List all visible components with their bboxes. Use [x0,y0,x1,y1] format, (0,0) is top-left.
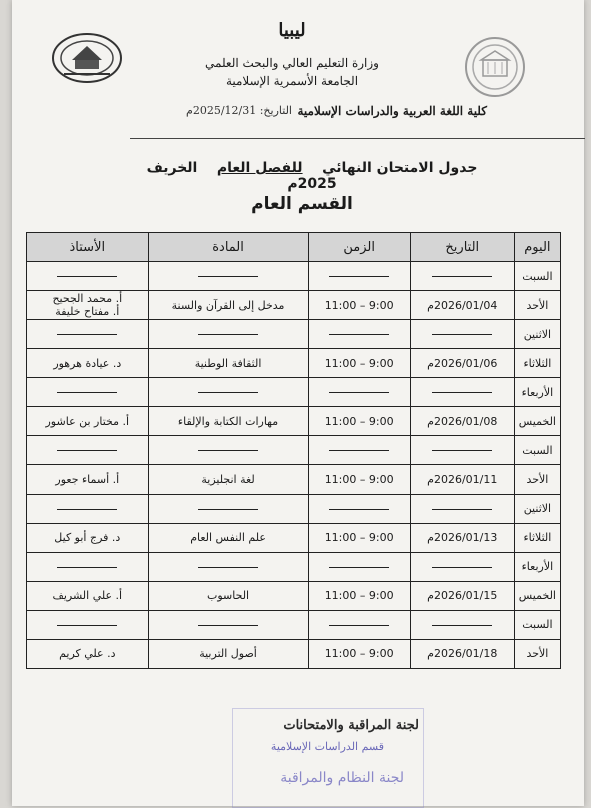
table-row [27,407,561,436]
date-cell-text: 2026/01/08م [427,414,498,428]
subject-cell-text: مهارات الكتابة والإلقاء [177,414,279,428]
empty-dash [432,567,492,568]
time-cell [308,639,410,668]
stamp-committee-name: لجنة النظام والمراقبة [280,770,404,786]
teacher-cell [27,378,149,407]
department-title: القسم العام [251,194,353,214]
teacher-cell-text: د. علي كريم [59,647,116,661]
time-cell-text: 9:00 – 11:00 [324,356,394,370]
day-cell [514,262,560,291]
empty-dash [57,625,117,626]
empty-dash [329,509,389,510]
subject-cell-text: الثقافة الوطنية [194,356,262,370]
day-cell-text: السبت [522,269,553,283]
university-name: الجامعة الأسمرية الإسلامية [225,74,359,88]
empty-dash [329,392,389,393]
teacher-cell-text-2: أ. مفتاح خليفة [55,305,120,319]
empty-dash [57,450,117,451]
day-cell-text: الأحد [526,472,549,486]
exam-schedule-table [26,232,561,669]
time-cell [308,436,410,465]
table-row [27,436,561,465]
column-header-subject: المادة [148,233,308,262]
empty-dash [329,625,389,626]
empty-dash [198,567,258,568]
time-cell [308,407,410,436]
date-cell [410,523,514,552]
teacher-cell [27,436,149,465]
date-cell-text: 2026/01/11م [427,472,498,486]
day-cell [514,610,560,639]
teacher-cell [27,291,149,320]
day-cell [514,639,560,668]
day-cell [514,436,560,465]
day-cell [514,291,560,320]
empty-dash [57,334,117,335]
subject-cell [148,320,308,349]
date-cell [410,320,514,349]
empty-dash [57,276,117,277]
day-cell-text: الاثنين [523,327,552,341]
day-cell-text: الثلاثاء [523,531,552,545]
empty-dash [198,334,258,335]
time-cell [308,581,410,610]
empty-dash [57,509,117,510]
time-cell [308,262,410,291]
teacher-cell [27,523,149,552]
empty-dash [198,509,258,510]
time-cell [308,552,410,581]
empty-dash [198,392,258,393]
stamp-department: قسم الدراسات الإسلامية [270,740,384,753]
day-cell [514,320,560,349]
date-cell [410,465,514,494]
time-cell [308,465,410,494]
time-cell [308,523,410,552]
date-cell-text: 2026/01/18م [427,647,498,661]
teacher-cell [27,320,149,349]
time-cell-text: 9:00 – 11:00 [324,531,394,545]
time-cell-text: 9:00 – 11:00 [324,589,394,603]
time-cell [308,610,410,639]
ministry-name: وزارة التعليم العالي والبحث العلمي [205,56,379,70]
teacher-cell [27,639,149,668]
day-cell [514,465,560,494]
empty-dash [198,625,258,626]
teacher-cell [27,610,149,639]
teacher-cell [27,349,149,378]
empty-dash [329,567,389,568]
table-row [27,291,561,320]
subject-cell [148,552,308,581]
teacher-cell-text: أ. مختار بن عاشور [45,414,130,428]
time-cell-text: 9:00 – 11:00 [324,472,394,486]
subject-cell [148,291,308,320]
teacher-cell-text: أ. محمد الجحيح [52,292,123,306]
day-cell-text: الخميس [518,414,556,428]
empty-dash [198,450,258,451]
subject-cell [148,639,308,668]
day-cell [514,581,560,610]
date-cell [410,639,514,668]
document-page [12,0,584,806]
date-cell [410,436,514,465]
empty-dash [432,334,492,335]
date-cell [410,494,514,523]
subject-cell-text: الحاسوب [206,589,250,603]
empty-dash [432,392,492,393]
time-cell [308,494,410,523]
date-cell-text: 2026/01/04م [427,298,498,312]
date-cell-text: 2026/01/15م [427,589,498,603]
column-header-time: الزمن [308,233,410,262]
subject-cell [148,610,308,639]
date-cell [410,552,514,581]
time-cell [308,320,410,349]
subject-cell [148,523,308,552]
subject-cell [148,262,308,291]
day-cell [514,523,560,552]
empty-dash [432,450,492,451]
day-cell-text: الأربعاء [521,560,554,574]
header-divider [130,138,585,139]
empty-dash [57,392,117,393]
time-cell-text: 9:00 – 11:00 [324,298,394,312]
table-row [27,610,561,639]
subject-cell [148,407,308,436]
empty-dash [432,625,492,626]
subject-cell-text: علم النفس العام [190,531,266,545]
table-row [27,349,561,378]
day-cell [514,378,560,407]
page-title [142,160,482,192]
title-part-1: جدول الامتحان النهائي [322,160,478,176]
day-cell-text: الأربعاء [521,385,554,399]
empty-dash [432,509,492,510]
subject-cell-text: مدخل إلى القرآن والسنة [171,298,285,312]
teacher-cell [27,552,149,581]
empty-dash [329,450,389,451]
teacher-cell-text: د. فرج أبو كيل [54,531,121,545]
day-cell-text: الخميس [518,589,556,603]
date-cell [410,378,514,407]
subject-cell [148,349,308,378]
day-cell [514,552,560,581]
subject-cell [148,494,308,523]
faculty-name: كلية اللغة العربية والدراسات الإسلامية [297,104,487,118]
stamp-committee-title: لجنة المراقبة والامتحانات [283,718,419,733]
subject-cell-text: أصول التربية [199,647,257,661]
time-cell [308,378,410,407]
time-cell-text: 9:00 – 11:00 [324,414,394,428]
subject-cell [148,465,308,494]
day-cell-text: السبت [522,618,553,632]
date-cell [410,610,514,639]
day-cell-text: الاثنين [523,502,552,516]
teacher-cell [27,581,149,610]
title-part-2: للفصل العام [216,160,303,176]
empty-dash [57,567,117,568]
teacher-cell-text: د. عيادة هرهور [53,356,122,370]
title-part-3: الخريف 2025م [146,160,337,192]
teacher-cell-text: أ. أسماء جعور [55,472,120,486]
subject-cell [148,581,308,610]
day-cell-text: الأحد [526,647,549,661]
time-cell [308,291,410,320]
day-cell [514,407,560,436]
day-cell-text: الأحد [526,298,549,312]
table-row [27,378,561,407]
table-row [27,581,561,610]
day-cell-text: السبت [522,443,553,457]
date-cell [410,581,514,610]
teacher-cell [27,262,149,291]
empty-dash [329,334,389,335]
university-emblem-logo [50,30,124,86]
time-cell [308,349,410,378]
empty-dash [432,276,492,277]
teacher-cell [27,407,149,436]
date-cell [410,262,514,291]
column-header-date: التاريخ [410,233,514,262]
date-cell [410,407,514,436]
teacher-cell-text: أ. علي الشريف [52,589,123,603]
subject-cell-text: لغة انجليزية [201,472,255,486]
date-cell [410,349,514,378]
teacher-cell [27,494,149,523]
subject-cell [148,378,308,407]
faculty-seal-logo [464,36,526,98]
day-cell-text: الثلاثاء [523,356,552,370]
column-header-day: اليوم [514,233,560,262]
date-cell [410,291,514,320]
state-name: ليبيا [278,20,306,41]
time-cell-text: 9:00 – 11:00 [324,647,394,661]
day-cell [514,494,560,523]
table-row [27,320,561,349]
day-cell [514,349,560,378]
empty-dash [198,276,258,277]
table-row [27,523,561,552]
document-date: التاريخ: 2025/12/31م [186,104,292,117]
table-row [27,262,561,291]
date-cell-text: 2026/01/13م [427,531,498,545]
date-cell-text: 2026/01/06م [427,356,498,370]
teacher-cell [27,465,149,494]
empty-dash [329,276,389,277]
subject-cell [148,436,308,465]
table-row [27,639,561,668]
column-header-teacher: الأستاذ [27,233,149,262]
table-row [27,465,561,494]
table-header-row [27,233,561,262]
table-row [27,552,561,581]
table-row [27,494,561,523]
